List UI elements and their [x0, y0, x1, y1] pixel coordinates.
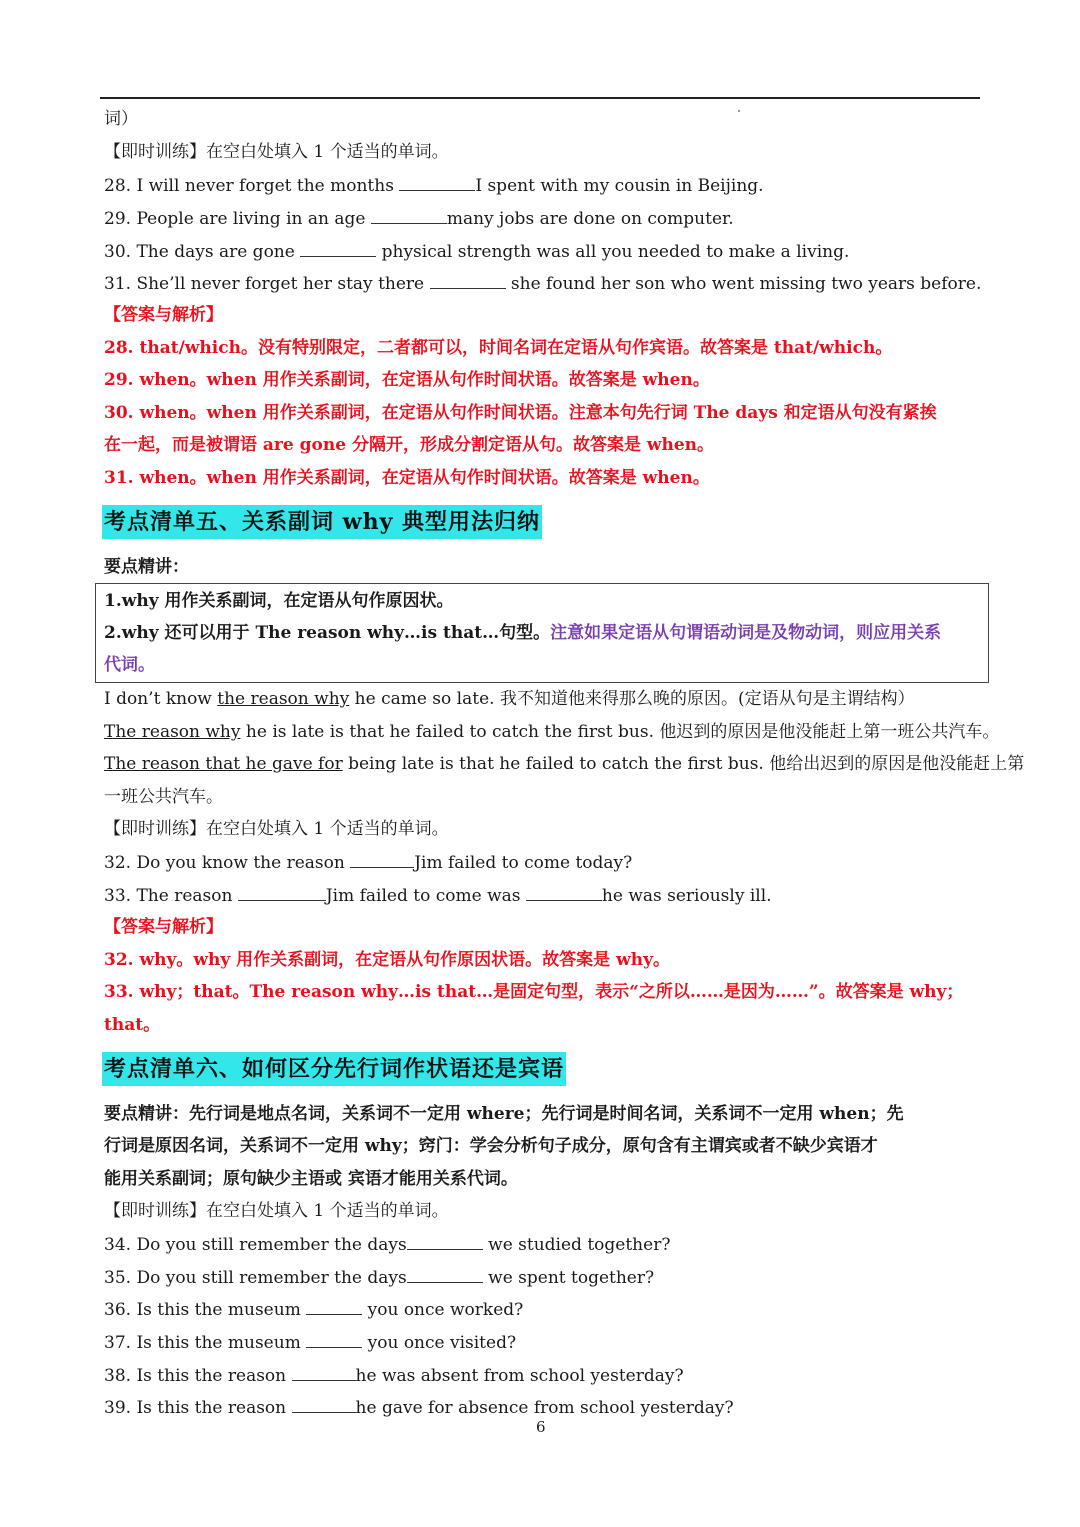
- example-2: The reason why he is late is that he failed to catch the first bus. 他迟到的原因是他没能赶上第一班公共汽车。: [104, 722, 1000, 742]
- box-line-3: 代词。: [104, 655, 155, 675]
- question-33: 33. The reason Jim failed to come was he was seriously ill.: [104, 882, 772, 909]
- exercise-prompt-2: 【即时训练】在空白处填入 1 个适当的单词。: [104, 819, 449, 839]
- answer-32: 32. why。why 用作关系副词，在定语从句作原因状语。故答案是 why。: [104, 950, 670, 970]
- answer-blank: [350, 849, 414, 868]
- answer-30-line1: 30. when。when 用作关系副词，在定语从句作时间状语。注意本句先行词 The days 和定语从句没有紧挨: [104, 403, 937, 423]
- box-line-2: 2.why 还可以用于 The reason why…is that…句型。注意如果定语从句谓语动词是及物动词，则应用关系: [104, 623, 942, 643]
- question-35: 35. Do you still remember the days we spent together?: [104, 1264, 654, 1291]
- question-31: 31. She’ll never forget her stay there she found her son who went missing two years before.: [104, 270, 981, 297]
- answer-33-line2: that。: [104, 1015, 161, 1035]
- question-37: 37. Is this the museum you once visited?: [104, 1329, 516, 1356]
- answer-header-2: 【答案与解析】: [104, 917, 223, 937]
- question-38: 38. Is this the reason he was absent from school yesterday?: [104, 1362, 684, 1389]
- answer-33-line1: 33. why；that。The reason why…is that…是固定句型，表示“之所以……是因为……”。故答案是 why；: [104, 982, 964, 1002]
- example-3-cont: 一班公共汽车。: [104, 787, 223, 807]
- section-heading-5: 考点清单五、关系副词 why 典型用法归纳: [102, 505, 542, 539]
- question-28: 28. I will never forget the months I spent with my cousin in Beijing.: [104, 172, 764, 199]
- key-points-6-line3: 能用关系副词；原句缺少主语或 宾语才能用关系代词。: [104, 1169, 518, 1189]
- answer-blank: [407, 1264, 483, 1283]
- answer-30-line2: 在一起，而是被谓语 are gone 分隔开，形成分割定语从句。故答案是 when。: [104, 435, 715, 455]
- question-39: 39. Is this the reason he gave for absence from school yesterday?: [104, 1394, 734, 1421]
- key-points-6-line2: 行词是原因名词，关系词不一定用 why；窍门：学会分析句子成分，原句含有主谓宾或者不缺少宾语才: [104, 1136, 878, 1156]
- answer-blank: [306, 1296, 362, 1315]
- exercise-prompt: 【即时训练】在空白处填入 1 个适当的单词。: [104, 142, 449, 162]
- answer-28: 28. that/which。没有特别限定，二者都可以，时间名词在定语从句作宾语。故答案是 that/which。: [104, 338, 893, 358]
- example-1: I don’t know the reason why he came so late. 我不知道他来得那么晚的原因。(定语从句是主谓结构）: [104, 689, 915, 709]
- answer-blank: [292, 1362, 356, 1381]
- answer-blank: [371, 205, 447, 224]
- question-34: 34. Do you still remember the days we studied together?: [104, 1231, 670, 1258]
- answer-blank: [306, 1329, 362, 1348]
- header-rule: [100, 97, 980, 99]
- example-3: The reason that he gave for being late is that he failed to catch the first bus. 他给出迟到的原因是他没能赶上第: [104, 754, 1025, 774]
- question-30: 30. The days are gone physical strength was all you needed to make a living.: [104, 238, 849, 265]
- box-note: 注意如果定语从句谓语动词是及物动词，则应用关系: [550, 623, 942, 643]
- answer-blank: [526, 882, 602, 901]
- question-29: 29. People are living in an age many jobs are done on computer.: [104, 205, 734, 232]
- header-dot: [738, 110, 740, 112]
- answer-31: 31. when。when 用作关系副词，在定语从句作时间状语。故答案是 when。: [104, 468, 710, 488]
- answer-header: 【答案与解析】: [104, 305, 223, 325]
- answer-blank: [407, 1231, 483, 1250]
- section-heading-6: 考点清单六、如何区分先行词作状语还是宾语: [102, 1052, 566, 1086]
- answer-blank: [430, 270, 506, 289]
- answer-blank: [292, 1394, 356, 1413]
- key-points-6-line1: 要点精讲：先行词是地点名词，关系词不一定用 where；先行词是时间名词，关系词不一定用 when；先: [104, 1104, 904, 1124]
- answer-blank: [399, 172, 475, 191]
- exercise-prompt-3: 【即时训练】在空白处填入 1 个适当的单词。: [104, 1201, 449, 1221]
- top-fragment: 词）: [104, 109, 138, 129]
- answer-blank: [300, 238, 376, 257]
- answer-29: 29. when。when 用作关系副词，在定语从句作时间状语。故答案是 when。: [104, 370, 710, 390]
- page-number: 6: [536, 1418, 546, 1436]
- key-points-label: 要点精讲：: [104, 557, 189, 577]
- answer-blank: [238, 882, 326, 901]
- question-36: 36. Is this the museum you once worked?: [104, 1296, 523, 1323]
- box-line-1: 1.why 用作关系副词，在定语从句作原因状。: [104, 591, 454, 611]
- question-32: 32. Do you know the reason Jim failed to come today?: [104, 849, 632, 876]
